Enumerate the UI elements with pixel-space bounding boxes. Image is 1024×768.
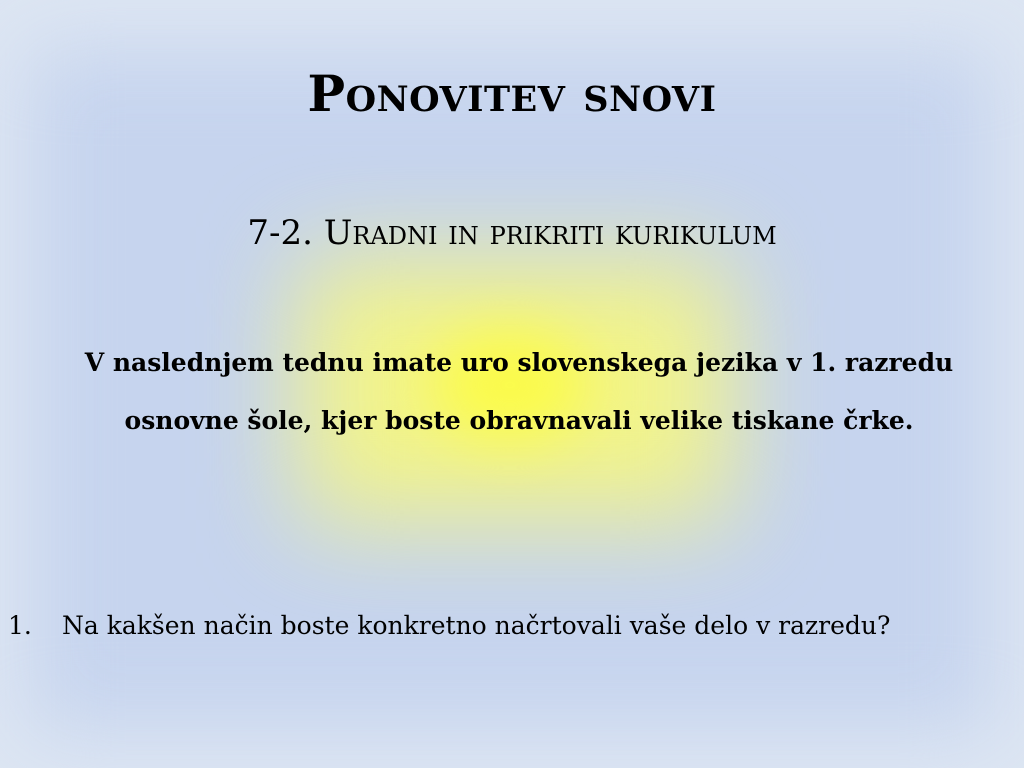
question-text: Na kakšen način boste konkretno načrtovali vaše delo v razredu? bbox=[62, 611, 891, 640]
question-number: 1. bbox=[8, 611, 32, 640]
slide-title: Ponovitev snovi bbox=[307, 64, 717, 123]
slide-subtitle: 7-2. Uradni in prikriti kurikulum bbox=[247, 213, 777, 253]
question-item bbox=[8, 595, 1016, 657]
intro-paragraph: V naslednjem tednu imate uro slovenskega jezika v 1. razredu osnovne šole, kjer boste obravnavali velike tiskane črke. bbox=[84, 348, 954, 435]
